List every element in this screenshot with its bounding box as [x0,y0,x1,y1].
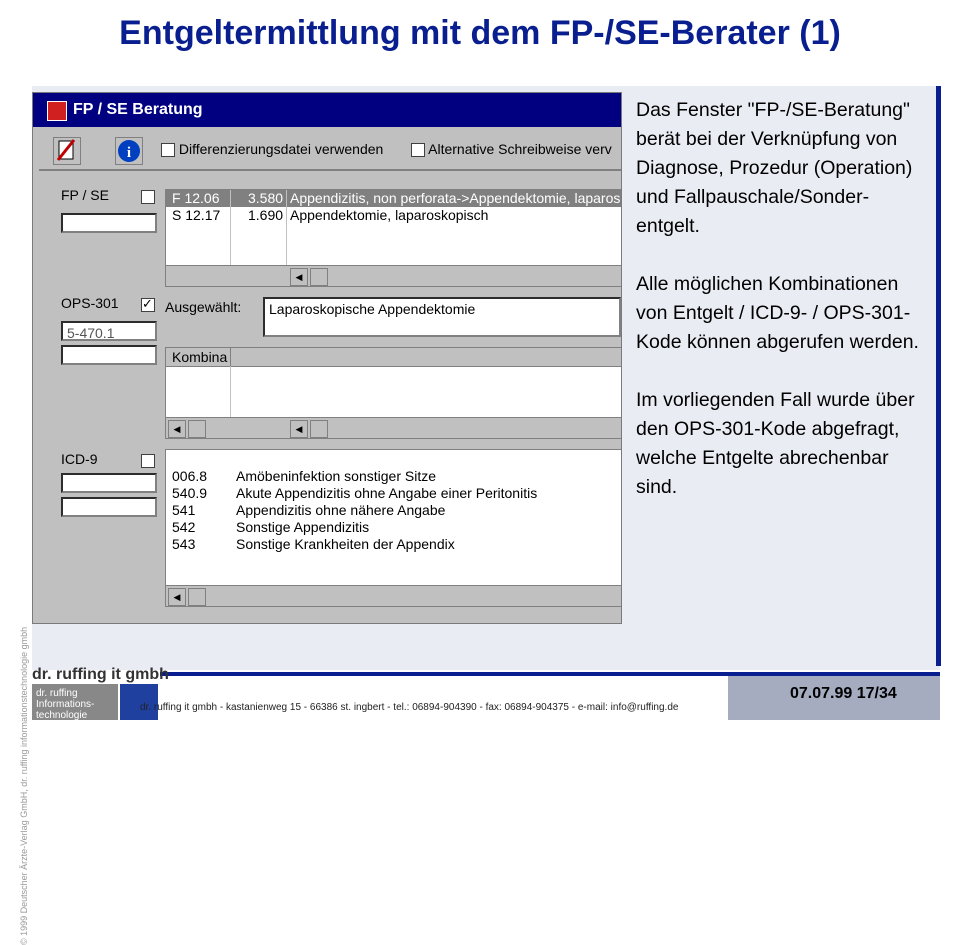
fpse-row[interactable]: S 12.17 1.690 Appendektomie, laparoskopisch [172,207,489,223]
combination-grid [165,347,622,439]
scroll-left-icon[interactable]: ◀ [290,420,308,438]
icd-row[interactable]: 542 Sonstige Appendizitis [172,519,370,535]
scroll-thumb[interactable] [188,588,206,606]
clear-button[interactable] [53,137,81,165]
scroll-left-icon[interactable]: ◀ [290,268,308,286]
fp-se-window [32,92,622,624]
scroll-left-icon[interactable]: ◀ [168,420,186,438]
description [636,96,926,531]
selected-label: Ausgewählt: [165,299,242,315]
icd-checkbox[interactable] [141,454,155,468]
company-name: dr. ruffing it gmbh [32,666,169,683]
window-title: FP / SE Beratung [73,101,203,118]
description-p1: Das Fenster "FP-/SE-Beratung" berät bei der Verknüpfung von Diagnose, Prozedur (Operation) und Fallpauschale/Sonder-entgelt. [636,99,913,237]
scroll-thumb[interactable] [310,268,328,286]
fpse-field[interactable] [61,213,157,233]
icd-field-2[interactable] [61,497,157,517]
info-icon [116,138,142,164]
window-titlebar[interactable] [33,93,621,127]
icd-label: ICD-9 [61,451,98,467]
selected-field[interactable]: Laparoskopische Appendektomie [263,297,621,337]
ops-code-field[interactable]: 5-470.1 [61,321,157,341]
right-divider [936,86,941,666]
icd-row[interactable]: 540.9 Akute Appendizitis ohne Angabe einer Peritonitis [172,485,538,501]
combination-header[interactable]: Kombina [166,348,622,367]
svg-text:i: i [126,145,132,161]
info-button[interactable] [115,137,143,165]
icd-scrollbar[interactable] [166,585,622,606]
diff-label: Differenzierungsdatei verwenden [178,141,384,157]
ops-checkbox[interactable] [141,298,155,312]
toolbar [39,133,622,171]
diff-checkbox[interactable] [161,143,175,157]
scroll-left-icon[interactable]: ◀ [168,588,186,606]
description-p2: Alle möglichen Kombinationen von Entgelt / ICD-9- / OPS-301-Kode können abgerufen werden. [636,273,919,353]
company-logo [0,672,160,720]
date-page: 07.07.99 17/34 [790,685,897,702]
fpse-label: FP / SE [61,187,109,203]
alt-checkbox[interactable] [411,143,425,157]
alt-option[interactable] [411,141,612,157]
svg-text:technologie: technologie [36,710,88,721]
ops-label: OPS-301 [61,295,119,311]
description-p3: Im vorliegenden Fall wurde über den OPS-301-Kode abgefragt, welche Entgelte abrechenbar sind. [636,389,915,498]
scroll-thumb[interactable] [188,420,206,438]
icd-field-1[interactable] [61,473,157,493]
combination-scrollbar[interactable] [166,417,622,438]
slide-title: Entgeltermittlung mit dem FP-/SE-Berater (1) [119,14,841,52]
diff-option[interactable] [161,141,383,157]
icd-row[interactable]: 541 Appendizitis ohne nähere Angabe [172,502,446,518]
fpse-grid [165,189,622,287]
alt-label: Alternative Schreibweise verv [428,141,612,157]
icd-row[interactable]: 006.8 Amöbeninfektion sonstiger Sitze [172,468,436,484]
app-icon [47,101,67,121]
scroll-thumb[interactable] [310,420,328,438]
fpse-row[interactable]: F 12.06 3.580 Appendizitis, non perforata->Appendektomie, laparos [166,190,622,207]
svg-text:Informations-: Informations- [36,699,95,710]
fpse-scrollbar[interactable] [166,265,622,286]
fpse-checkbox[interactable] [141,190,155,204]
icd-grid [165,449,622,607]
copyright-area [4,120,29,945]
footer-text: dr. ruffing it gmbh - kastanienweg 15 - 66386 st. ingbert - tel.: 06894-904390 - fax: 06894-904375 - e-mail: info@ruffing.de [140,702,679,713]
copyright-text: © 1999 Deutscher Ärzte-Verlag GmbH, dr. ruffing informationstechnologie gmbh [19,626,29,945]
icd-row[interactable]: 543 Sonstige Krankheiten der Appendix [172,536,455,552]
svg-text:dr. ruffing: dr. ruffing [36,688,78,699]
clear-icon [54,138,80,164]
ops-field-2[interactable] [61,345,157,365]
